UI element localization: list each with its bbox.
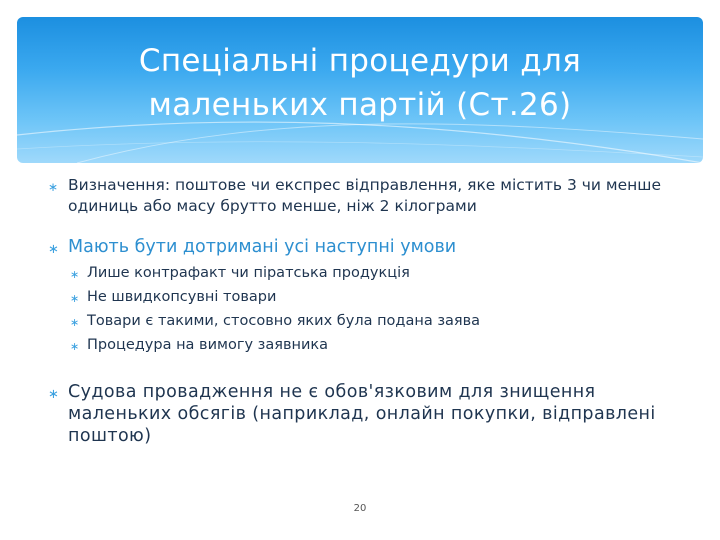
list-item-text: Лише контрафакт чи піратська продукція <box>87 265 410 281</box>
bullet-star-icon: ∗ <box>70 292 80 305</box>
page-number: 20 <box>353 503 367 514</box>
conditions-list <box>48 264 698 355</box>
bullet-star-icon: ∗ <box>48 180 59 194</box>
bullet-definition <box>48 175 698 217</box>
list-item <box>70 264 698 283</box>
list-item <box>70 288 698 307</box>
bullet-star-icon: ∗ <box>70 340 80 353</box>
bullet-text: Судова провадження не є обов'язковим для знищення маленьких обсягів (наприклад, онлайн покупки, відправлені поштою) <box>68 382 656 446</box>
slide-body <box>48 175 698 447</box>
list-item <box>70 312 698 331</box>
list-item-text: Товари є такими, стосовно яких була подана заява <box>87 313 481 329</box>
bullet-court-proceedings <box>48 381 698 447</box>
bullet-star-icon: ∗ <box>70 268 80 281</box>
list-item-text: Не швидкопсувні товари <box>87 289 277 305</box>
list-item-text: Процедура на вимогу заявника <box>87 337 329 353</box>
slide-title: Спеціальні процедури для маленьких партій (Ст.26) <box>138 43 582 123</box>
bullet-conditions <box>48 236 698 258</box>
bullet-text: Мають бути дотримані усі наступні умови <box>68 237 457 257</box>
bullet-text: Визначення: поштове чи експрес відправлення, яке містить 3 чи менше одиниць або масу брутто менше, ніж 2 кілограми <box>68 176 662 215</box>
bullet-star-icon: ∗ <box>48 242 59 257</box>
bullet-star-icon: ∗ <box>70 316 80 329</box>
bullet-star-icon: ∗ <box>48 387 60 402</box>
list-item <box>70 336 698 355</box>
title-banner <box>17 17 703 163</box>
